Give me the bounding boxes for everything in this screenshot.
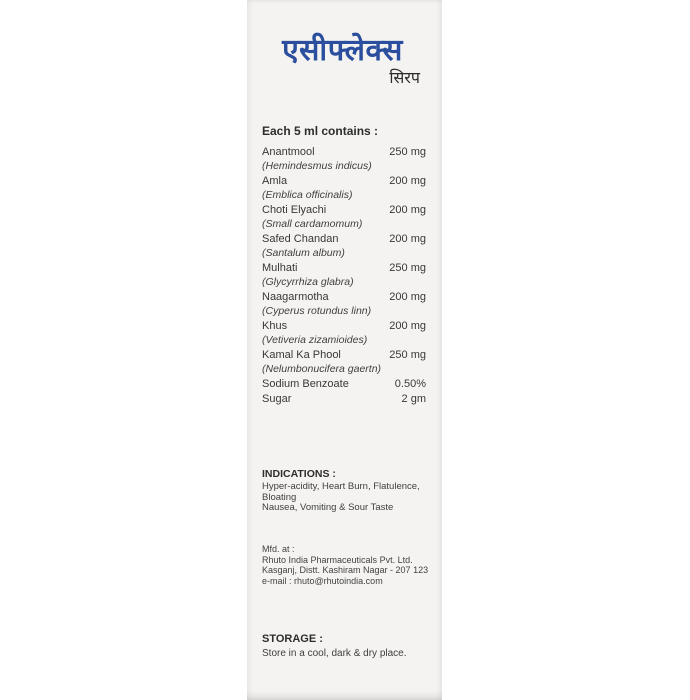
brand-subtitle: सिरप [389,70,420,87]
brand-title: एसीफ्लेक्स [282,34,403,67]
ingredient-name: Kamal Ka Phool [262,349,341,361]
ingredient-botanical-name: (Small cardamomum) [262,218,363,230]
ingredient-name: Sugar [262,393,292,405]
ingredient-quantity: 0.50% [394,378,426,390]
indications-section [262,468,430,514]
ingredient-quantity: 250 mg [389,349,426,361]
ingredient-quantity: 200 mg [389,233,426,245]
ingredient-row [262,174,426,202]
ingredient-row [262,348,426,376]
ingredient-quantity: 2 gm [401,393,426,405]
manufacturer-section [262,544,430,586]
storage-text: Store in a cool, dark & dry place. [262,648,407,659]
ingredient-quantity: 200 mg [389,175,426,187]
ingredient-row [262,203,426,231]
ingredient-quantity: 250 mg [389,146,426,158]
ingredient-quantity: 200 mg [389,320,426,332]
storage-heading: STORAGE : [262,633,323,645]
ingredient-row [262,232,426,260]
syrup-label [247,0,442,700]
manufacturer-email: e-mail : rhuto@rhutoindia.com [262,575,383,586]
ingredient-row [262,392,426,406]
ingredient-row [262,319,426,347]
ingredient-name: Safed Chandan [262,233,339,245]
ingredient-name: Khus [262,320,288,332]
ingredient-name: Choti Elyachi [262,204,327,216]
ingredient-name: Mulhati [262,262,298,274]
ingredient-botanical-name: (Santalum album) [262,247,345,259]
ingredient-botanical-name: (Nelumbonucifera gaertn) [262,363,382,375]
ingredient-botanical-name: (Hemindesmus indicus) [262,160,372,172]
ingredient-botanical-name: (Glycyrrhiza glabra) [262,276,354,288]
indications-text-line: Hyper-acidity, Heart Burn, Flatulence, Bloating [262,481,420,503]
ingredient-name: Naagarmotha [262,291,329,303]
manufacturer-address: Kasganj, Distt. Kashiram Nagar - 207 123 [262,565,429,575]
ingredient-name: Anantmool [262,146,315,158]
storage-section [262,633,430,660]
composition-section [262,124,426,407]
indications-heading: INDICATIONS : [262,468,336,480]
ingredient-botanical-name: (Emblica officinalis) [262,189,353,201]
ingredient-botanical-name: (Vetiveria zizamioides) [262,334,368,346]
ingredient-row [262,145,426,173]
ingredient-quantity: 200 mg [389,291,426,303]
ingredient-botanical-name: (Cyperus rotundus linn) [262,305,372,317]
ingredient-row [262,290,426,318]
manufacturer-label: Mfd. at : [262,544,295,554]
ingredient-row [262,377,426,391]
indications-text-line: Nausea, Vomiting & Sour Taste [262,502,394,513]
manufacturer-name: Rhuto India Pharmaceuticals Pvt. Ltd. [262,554,413,565]
composition-heading: Each 5 ml contains : [262,124,379,138]
ingredient-name: Amla [262,175,288,187]
ingredient-row [262,261,426,289]
ingredient-quantity: 250 mg [389,262,426,274]
ingredient-name: Sodium Benzoate [262,378,349,390]
ingredient-quantity: 200 mg [389,204,426,216]
